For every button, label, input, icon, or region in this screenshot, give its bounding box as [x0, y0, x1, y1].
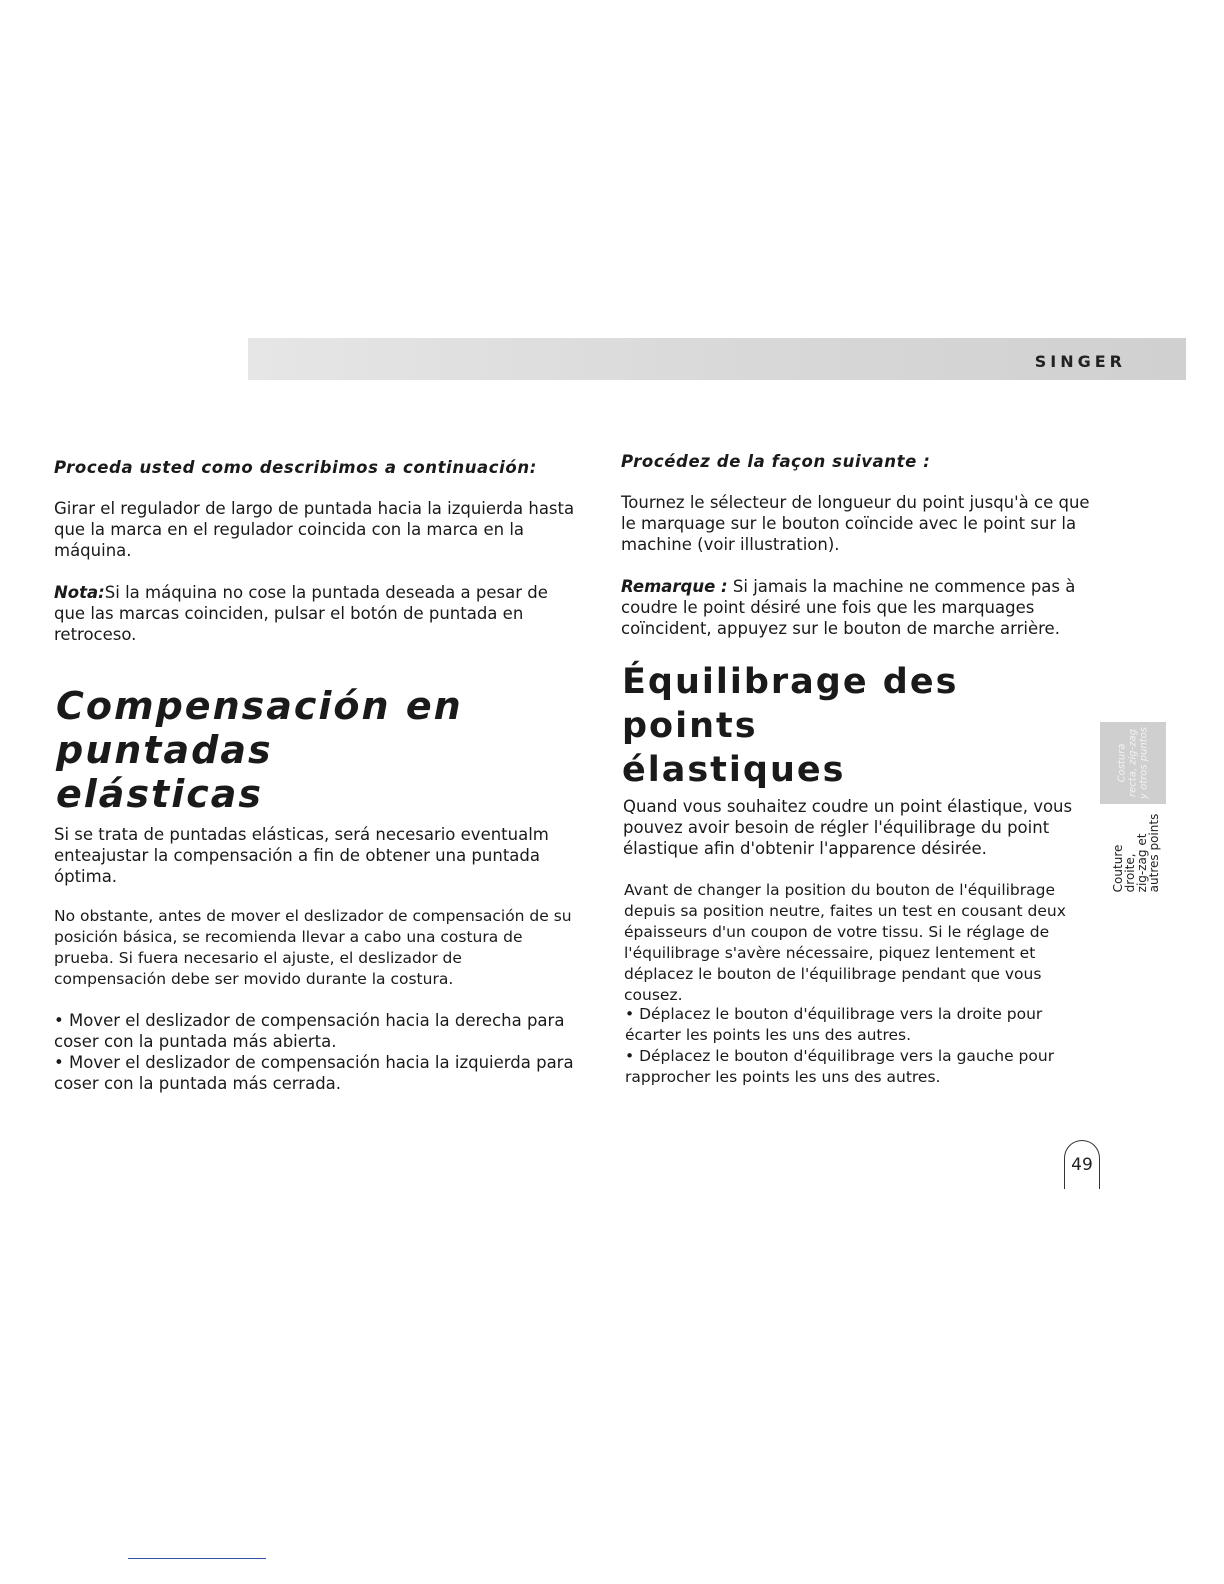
french-para-1: Tournez le sélecteur de longueur du point jusqu'à ce que le marquage sur le bouton coïncide avec le point sur la machine (voir illustration).	[621, 493, 1090, 554]
side-tab-french-line-1: Couture	[1111, 844, 1125, 893]
french-section-title	[622, 660, 1092, 792]
side-tab-spanish-text	[1117, 727, 1150, 799]
french-note	[621, 576, 1091, 639]
spanish-title-line-1: Compensación en puntadas	[56, 684, 463, 772]
spanish-note-label: Nota:	[54, 583, 105, 602]
french-note-label: Remarque :	[621, 577, 728, 596]
french-para-3: Avant de changer la position du bouton de l'équilibrage depuis sa position neutre, faites un test en cousant deux épaisseurs d'un coupon de votre tissu. Si le réglage de l'équilibrage s'avère nécessaire, piquez lentement et déplacez le bouton de l'équilibrage pendant que vous cousez.	[624, 881, 1066, 1004]
french-para-2: Quand vous souhaitez coudre un point élastique, vous pouvez avoir besoin de régler l'équilibrage du point élastique afin d'obtenir l'apparence désirée.	[623, 797, 1073, 858]
side-tab-french-text	[1112, 814, 1160, 893]
french-bullets	[625, 1004, 1087, 1088]
brand-logo: SINGER	[1034, 352, 1126, 371]
side-tab-french-line-3: zig-zag et	[1135, 833, 1149, 893]
side-tab-spanish-line-2: recta, zig-zag	[1127, 729, 1139, 797]
french-note-text: Si jamais la machine ne commence pas à coudre le point désiré une fois que les marquages coïncident, appuyez sur le bouton de marche arrière.	[621, 577, 1076, 638]
side-tab-spanish-line-1: Costura	[1116, 743, 1128, 783]
spanish-note	[54, 582, 584, 645]
spanish-para-2: Si se trata de puntadas elásticas, será necesario eventualm enteajustar la compensación a fin de obtener una puntada óptima.	[54, 825, 549, 886]
spanish-para-1: Girar el regulador de largo de puntada hacia la izquierda hasta que la marca en el regulador coincida con la marca en la máquina.	[54, 499, 575, 560]
side-tab-spanish	[1100, 722, 1166, 804]
french-bullet-1: • Déplacez le bouton d'équilibrage vers la droite pour écarter les points les uns des autres.	[625, 1005, 1043, 1044]
side-tab-french	[1106, 810, 1166, 896]
french-intro: Procédez de la façon suivante :	[621, 452, 931, 471]
side-tab-french-line-2: droite,	[1123, 853, 1137, 893]
spanish-bullets	[54, 1010, 574, 1094]
footnote-rule	[128, 1558, 266, 1559]
spanish-intro: Proceda usted como describimos a continuación:	[54, 458, 537, 477]
header-band	[248, 338, 1186, 380]
spanish-para-3: No obstante, antes de mover el deslizador de compensación de su posición básica, se recomienda llevar a cabo una costura de prueba. Si fuera necesario el ajuste, el deslizador de compensación debe ser movido durante la costura.	[54, 907, 572, 988]
spanish-note-text: Si la máquina no cose la puntada deseada a pesar de que las marcas coinciden, pulsar el botón de puntada en retroceso.	[54, 583, 548, 644]
spanish-bullet-1: • Mover el deslizador de compensación hacia la derecha para coser con la puntada más abierta.	[54, 1011, 565, 1051]
french-bullet-2: • Déplacez le bouton d'équilibrage vers la gauche pour rapprocher les points les uns des autres.	[625, 1047, 1055, 1086]
side-tab-french-line-4: autres points	[1147, 813, 1161, 893]
spanish-section-title	[56, 684, 636, 816]
page-number: 49	[1064, 1140, 1100, 1189]
side-tab-spanish-line-3: y otros puntos	[1138, 726, 1150, 800]
spanish-bullet-2: • Mover el deslizador de compensación hacia la izquierda para coser con la puntada más cerrada.	[54, 1053, 574, 1093]
french-title-line-1: Équilibrage des points	[622, 662, 959, 746]
spanish-title-line-2: elásticas	[56, 772, 264, 816]
french-title-line-2: élastiques	[622, 750, 846, 790]
